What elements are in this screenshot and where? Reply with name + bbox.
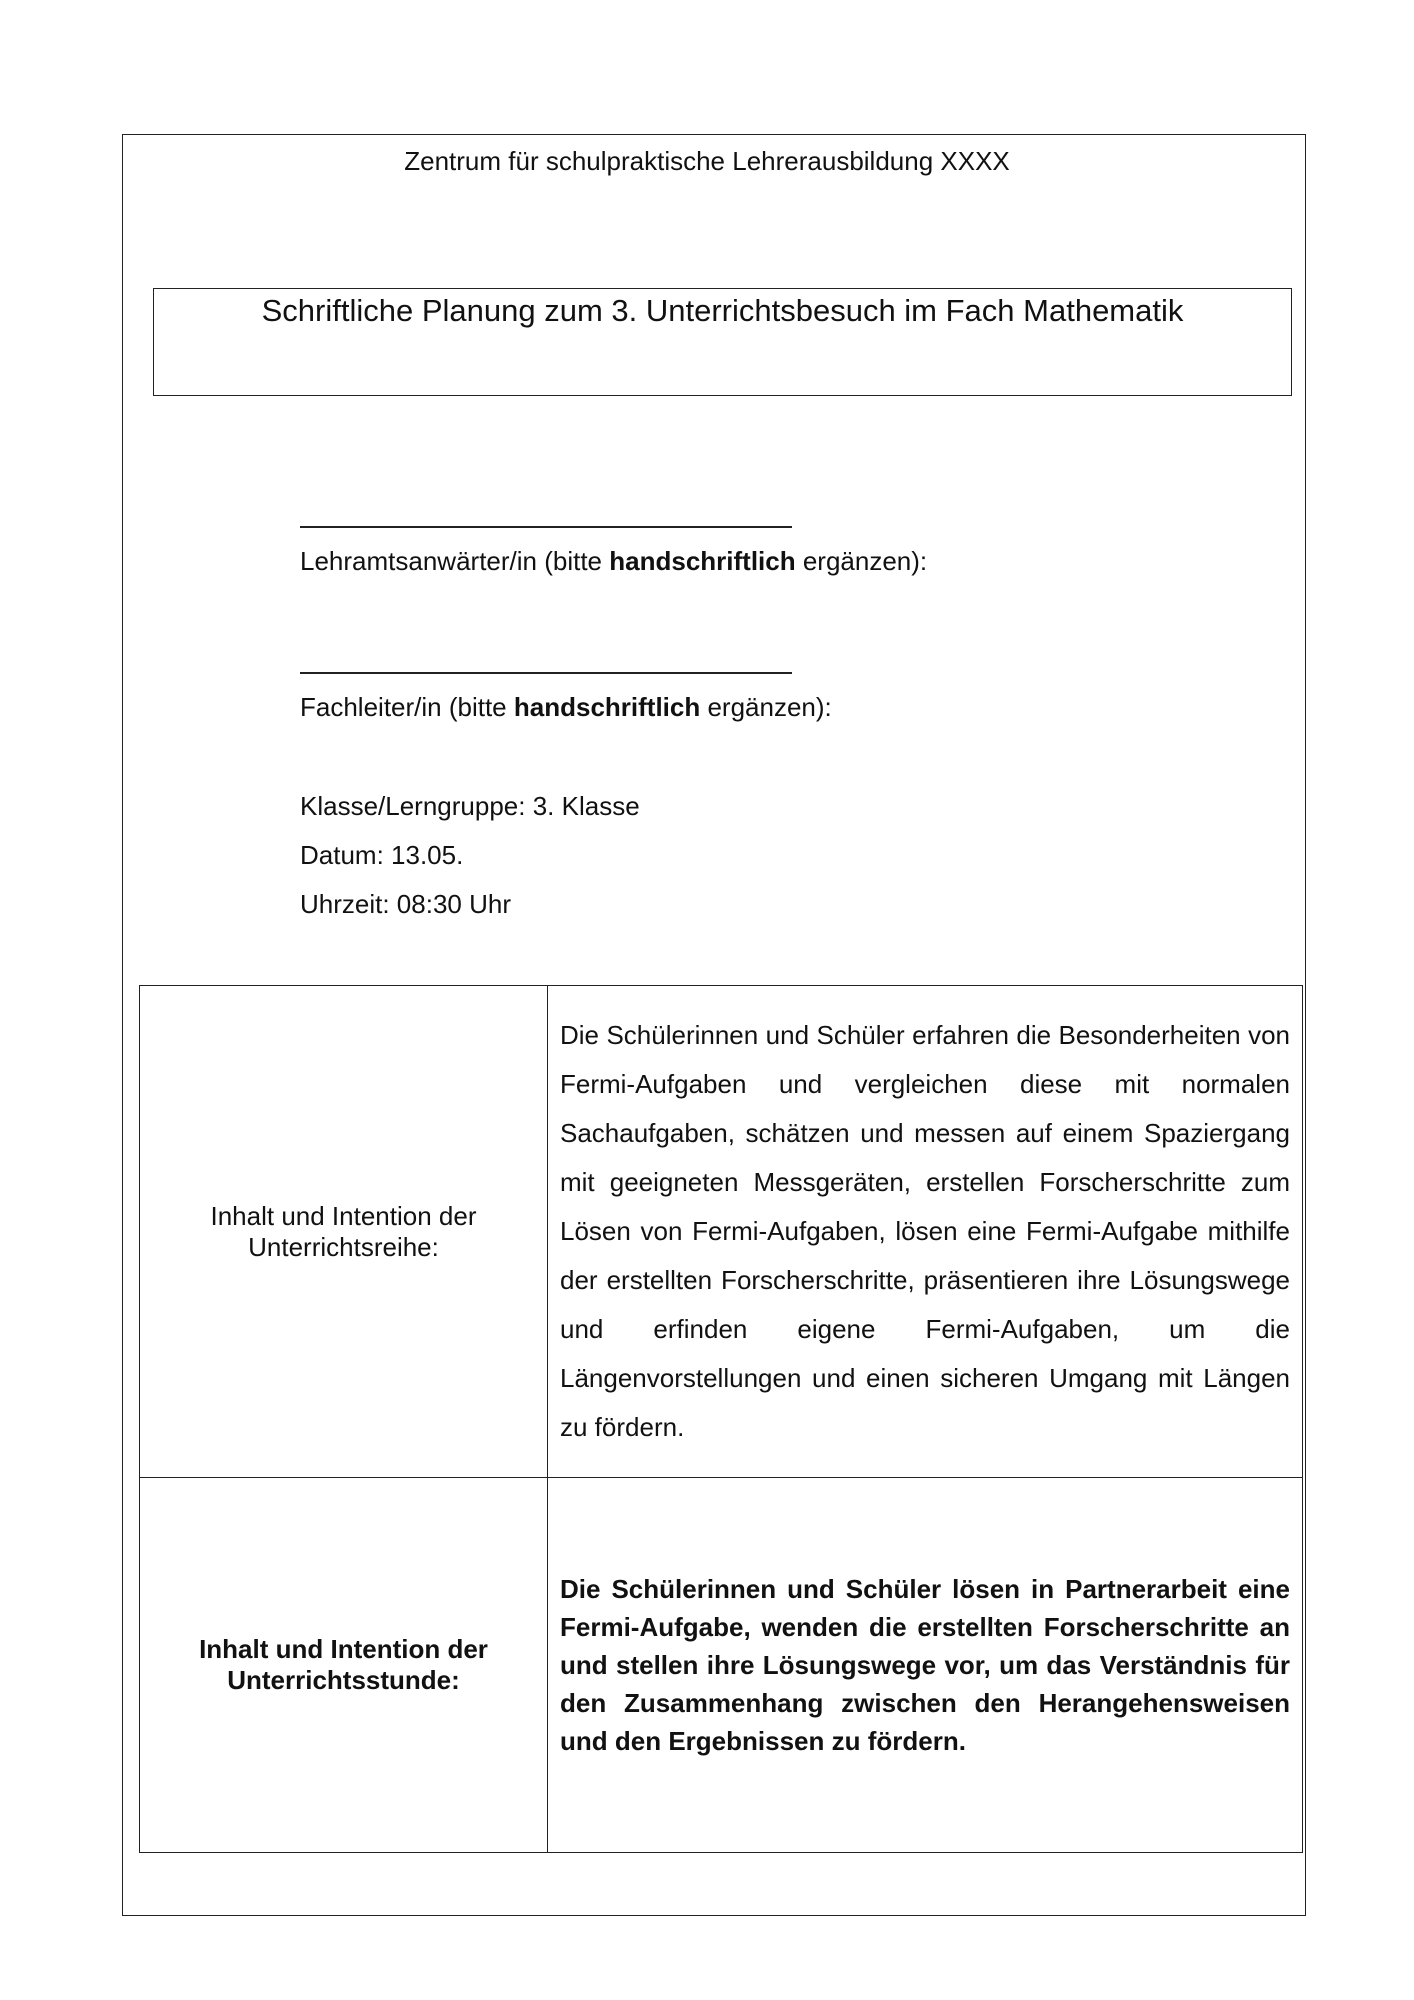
candidate-label-suffix: ergänzen):: [795, 546, 928, 576]
candidate-label-prefix: Lehramtsanwärter/in (bitte: [300, 546, 610, 576]
series-intention-text: Die Schülerinnen und Schüler erfahren die Besonderheiten von Fermi-Aufgaben und vergleichen diese mit normalen Sachaufgaben, schätzen und messen auf einem Spaziergang mit geeigneten Messgeräten, erstellen Forscherschritte zum Lösen von Fermi-Aufgaben, lösen eine Fermi-Aufgabe mithilfe der erstellten Forscherschritte, präsentieren ihre Lösungswege und erfinden eigene Fermi-Aufgaben, um die Längenvorstellungen und einen sicheren Umgang mit Längen zu fördern.: [560, 1020, 1290, 1442]
series-text-cell: [548, 986, 1303, 1478]
time-info: Uhrzeit: 08:30 Uhr: [300, 889, 511, 919]
lesson-label: Inhalt und Intention der Unterrichtsstunde:: [199, 1634, 488, 1695]
supervisor-signature-label: [300, 692, 832, 723]
table-row-lesson: [140, 1478, 1303, 1853]
lesson-intention-text: Die Schülerinnen und Schüler lösen in Partnerarbeit eine Fermi-Aufgabe, wenden die erstellten Forscherschritte an und stellen ihre Lösungswege vor, um das Verständnis für den Zusammenhang zwischen den Herangehensweisen und den Ergebnissen zu fördern.: [560, 1574, 1290, 1756]
candidate-label-emphasis: handschriftlich: [609, 546, 796, 576]
date-info: Datum: 13.05.: [300, 840, 464, 870]
supervisor-label-prefix: Fachleiter/in (bitte: [300, 692, 514, 722]
document-title-box: [153, 288, 1292, 396]
document-title: Schriftliche Planung zum 3. Unterrichtsbesuch im Fach Mathematik: [261, 293, 1184, 328]
candidate-signature-label: [300, 546, 927, 577]
candidate-signature-line: [300, 526, 792, 528]
lesson-label-cell: [140, 1478, 548, 1853]
lesson-table: [139, 985, 1303, 1853]
supervisor-label-emphasis: handschriftlich: [513, 692, 701, 722]
class-info: Klasse/Lerngruppe: 3. Klasse: [300, 791, 640, 821]
lesson-text-cell: [548, 1478, 1303, 1853]
institution-name: Zentrum für schulpraktische Lehrerausbildung XXXX: [404, 146, 1010, 176]
supervisor-signature-line: [300, 672, 792, 674]
supervisor-label-suffix: ergänzen):: [700, 692, 832, 722]
table-row-series: [140, 986, 1303, 1478]
series-label: Inhalt und Intention der Unterrichtsreihe:: [210, 1200, 477, 1262]
series-label-cell: [140, 986, 548, 1478]
